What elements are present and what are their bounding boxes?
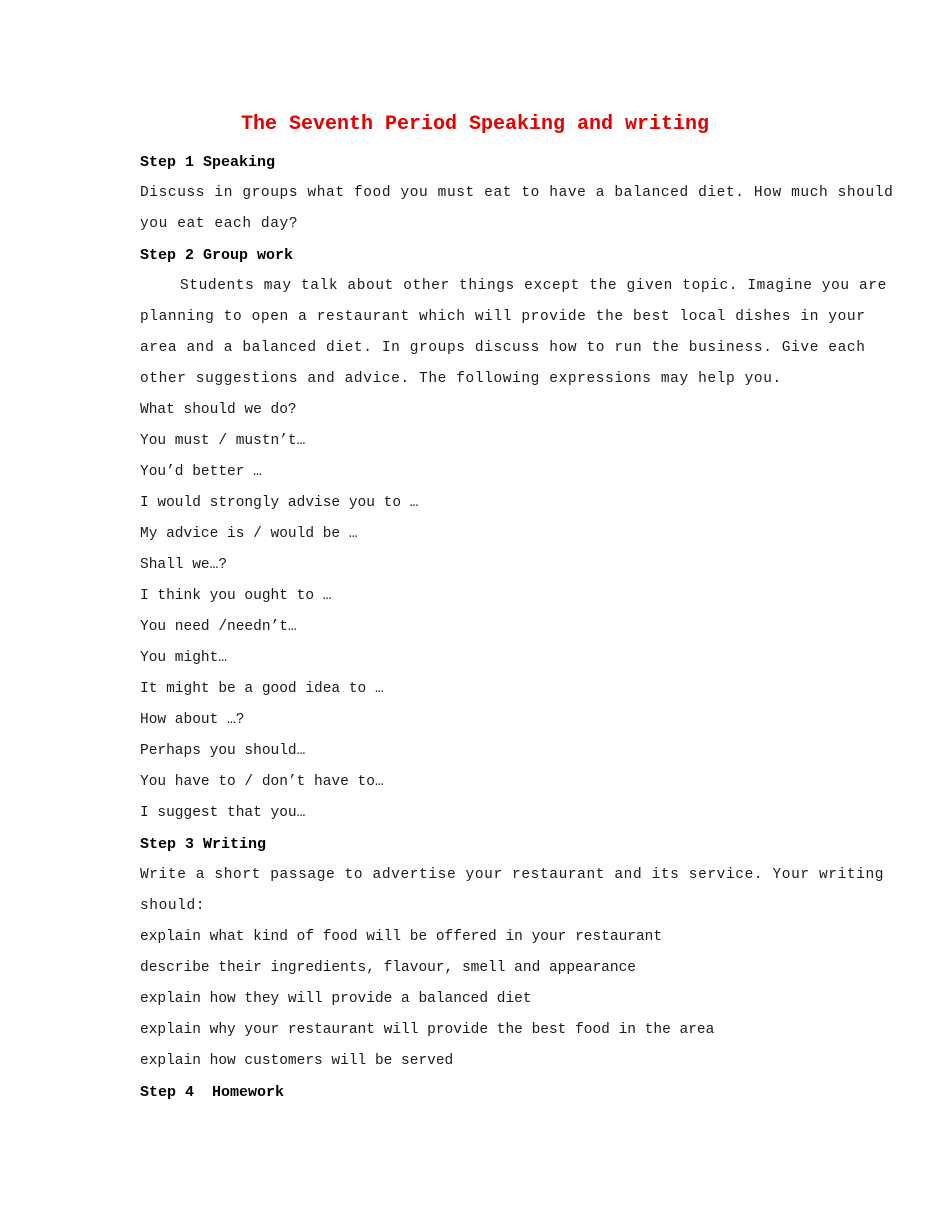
document-body	[140, 147, 894, 1108]
document-title: The Seventh Period Speaking and writing	[240, 113, 710, 136]
expression-item: You might…	[140, 650, 228, 666]
writing-requirement-item: explain what kind of food will be offered in your restaurant	[140, 929, 663, 945]
writing-requirement-item: explain how they will provide a balanced diet	[140, 991, 532, 1007]
step2-text-line: Students may talk about other things except the given topic. Imagine you are	[180, 278, 887, 294]
expression-item: You need /needn’t…	[140, 619, 297, 635]
expression-item: I think you ought to …	[140, 588, 332, 604]
step3-heading: Step 3 Writing	[140, 836, 267, 853]
step3-text-line: Write a short passage to advertise your restaurant and its service. Your writing	[140, 867, 885, 883]
step1-text-line: Discuss in groups what food you must eat to have a balanced diet. How much should	[140, 185, 894, 201]
step1-heading: Step 1 Speaking	[140, 154, 276, 171]
step4-heading: Step 4 Homework	[140, 1084, 285, 1101]
expression-item: You’d better …	[140, 464, 262, 480]
expression-item: How about …?	[140, 712, 245, 728]
step3-text-line: should:	[140, 898, 206, 914]
expression-item: My advice is / would be …	[140, 526, 358, 542]
writing-requirement-item: explain how customers will be served	[140, 1053, 454, 1069]
expression-item: It might be a good idea to …	[140, 681, 384, 697]
expression-item: You have to / don’t have to…	[140, 774, 384, 790]
step1-text-line: you eat each day?	[140, 216, 299, 232]
expression-item: Shall we…?	[140, 557, 228, 573]
expression-item: You must / mustn’t…	[140, 433, 306, 449]
writing-requirement-item: describe their ingredients, flavour, smell and appearance	[140, 960, 636, 976]
expression-item: Perhaps you should…	[140, 743, 306, 759]
writing-requirement-item: explain why your restaurant will provide the best food in the area	[140, 1022, 715, 1038]
step2-heading: Step 2 Group work	[140, 247, 294, 264]
expression-item: I suggest that you…	[140, 805, 306, 821]
step2-text-line: other suggestions and advice. The following expressions may help you.	[140, 371, 782, 387]
expression-item: I would strongly advise you to …	[140, 495, 419, 511]
step2-text-line: area and a balanced diet. In groups discuss how to run the business. Give each	[140, 340, 866, 356]
expression-item: What should we do?	[140, 402, 297, 418]
step2-text-line: planning to open a restaurant which will provide the best local dishes in your	[140, 309, 866, 325]
